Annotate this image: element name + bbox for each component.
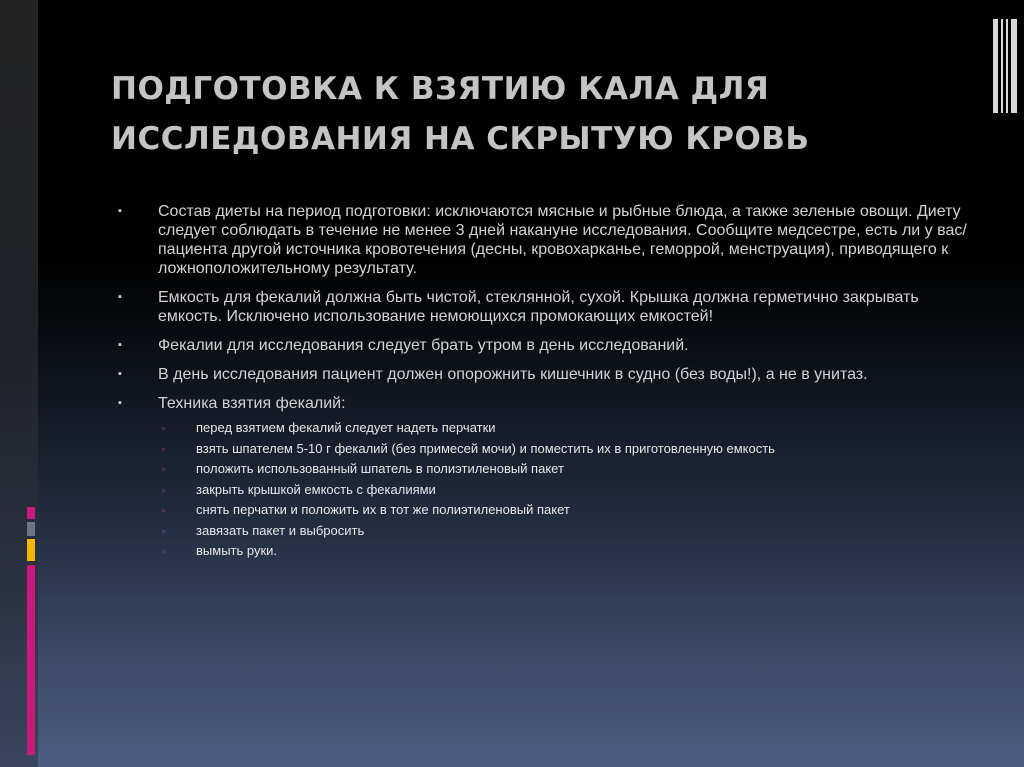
sub-bullet-text: положить использованный шпатель в полиэтиленовый пакет	[196, 461, 564, 476]
hollow-square-bullet-icon: ▫	[162, 443, 166, 454]
sub-bullet-item	[162, 439, 968, 460]
sub-bullet-text: снять перчатки и положить их в тот же полиэтиленовый пакет	[196, 502, 570, 517]
sub-bullet-text: завязать пакет и выбросить	[196, 522, 365, 538]
hollow-square-bullet-icon: ▫	[162, 464, 166, 474]
sub-bullet-text: перед взятием фекалий следует надеть перчатки	[196, 420, 496, 435]
sub-bullet-item	[162, 459, 968, 480]
bullet-text: В день исследования пациент должен опорожнить кишечник в судно (без воды!), а не в унитаз.	[158, 366, 868, 383]
square-bullet-icon: ▪	[118, 205, 122, 217]
bullet-item	[118, 394, 968, 562]
square-bullet-icon: ▪	[118, 397, 122, 409]
slide-body	[118, 202, 968, 572]
bullet-text: Фекалии для исследования следует брать утром в день исследований.	[158, 337, 689, 354]
sub-bullet-item	[162, 418, 968, 439]
accent-bar-gray	[27, 522, 35, 536]
hollow-square-bullet-icon: ▫	[162, 525, 166, 536]
bullet-item	[118, 288, 968, 326]
bullet-text: Емкость для фекалий должна быть чистой, стеклянной, сухой. Крышка должна герметично закрывать емкость. Исключено использование немоющихся промокающих емкостей!	[158, 289, 919, 325]
accent-bar-pink-small	[27, 507, 35, 519]
accent-bar-pink-long	[27, 565, 35, 755]
decorative-lines-icon	[993, 19, 1017, 113]
bullet-item	[118, 336, 968, 355]
square-bullet-icon: ▪	[118, 339, 122, 351]
hollow-square-bullet-icon: ▫	[162, 505, 166, 515]
sub-bullet-text: закрыть крышкой емкость с фекалиями	[196, 481, 436, 497]
sub-bullet-item	[162, 521, 968, 542]
sub-bullet-item	[162, 500, 968, 521]
bullet-list	[118, 202, 968, 562]
bullet-text: Состав диеты на период подготовки: исключаются мясные и рыбные блюда, а также зеленые овощи. Диету следует соблюдать в течение не менее 3 дней накануне исследования. Сообщите медсестре, есть ли у вас/пациента другой источника кровотечения (десны, кровохарканье, геморрой, менструация), приводящего к ложноположительному результату.	[158, 203, 967, 277]
bullet-text: Техника взятия фекалий:	[158, 395, 346, 412]
sub-bullet-item	[162, 541, 968, 562]
slide-title: ПОДГОТОВКА К ВЗЯТИЮ КАЛА ДЛЯ ИССЛЕДОВАНИЯ НА СКРЫТУЮ КРОВЬ	[111, 71, 810, 157]
hollow-square-bullet-icon: ▫	[162, 546, 166, 556]
sub-bullet-item	[162, 480, 968, 501]
square-bullet-icon: ▪	[118, 291, 122, 303]
sub-bullet-text: взять шпателем 5-10 г фекалий (без примесей мочи) и поместить их в приготовленную емкость	[196, 440, 775, 456]
square-bullet-icon: ▪	[118, 368, 122, 380]
sub-bullet-list	[158, 418, 968, 562]
hollow-square-bullet-icon: ▫	[162, 484, 166, 495]
hollow-square-bullet-icon: ▫	[162, 423, 166, 433]
bullet-item	[118, 365, 968, 384]
bullet-item	[118, 202, 968, 278]
accent-bar-yellow	[27, 539, 35, 561]
sub-bullet-text: вымыть руки.	[196, 543, 278, 558]
